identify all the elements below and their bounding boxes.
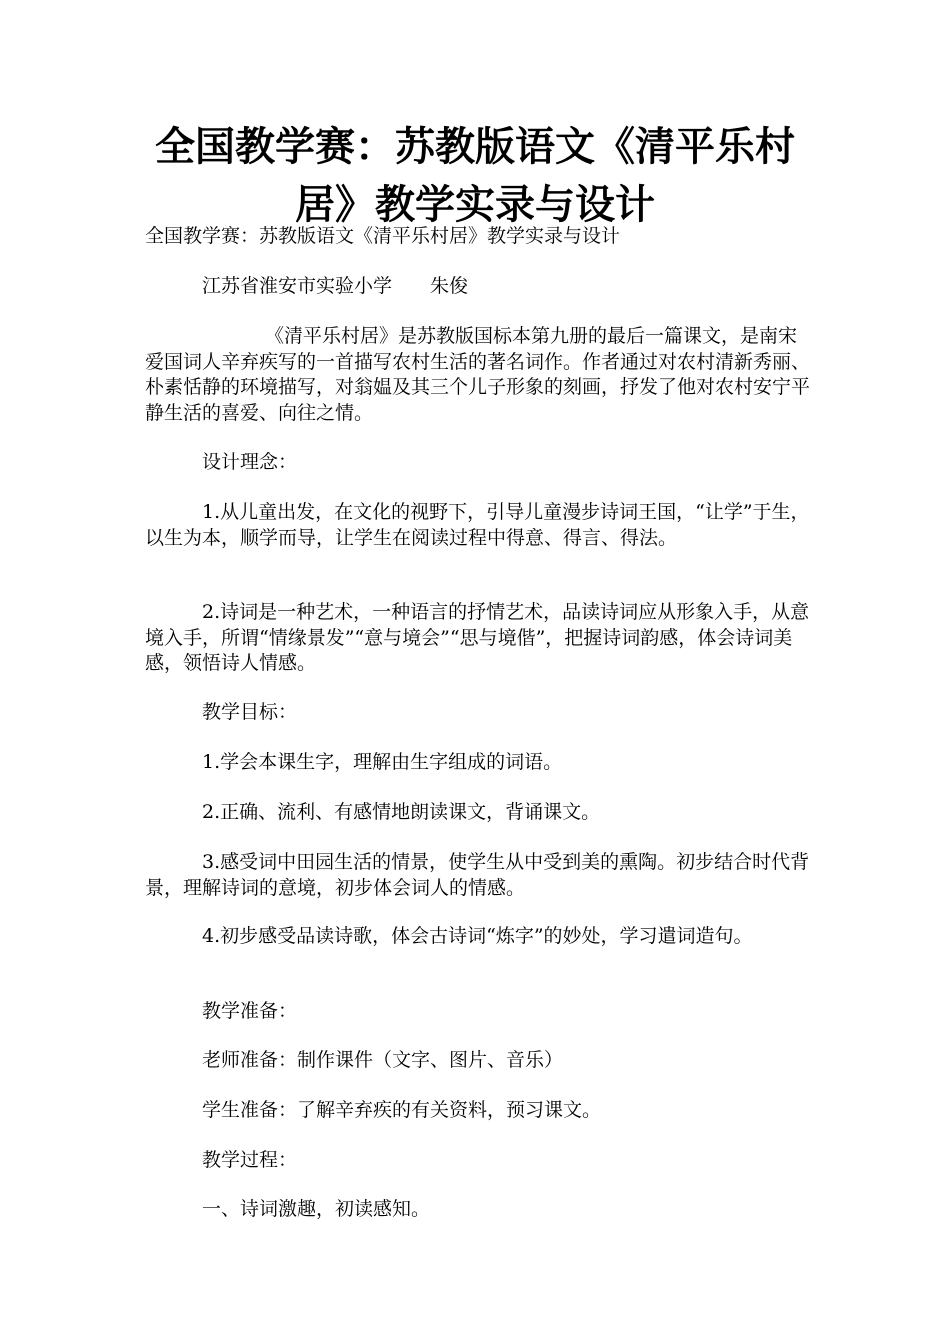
goal-3: 3.感受词中田园生活的情景，使学生从中受到美的熏陶。初步结合时代背景，理解诗词的意境，初步体会词人的情感。 <box>145 851 810 899</box>
author-line: 江苏省淮安市实验小学 朱俊 <box>202 275 469 297</box>
prep-heading: 教学准备： <box>202 1000 298 1022</box>
design-point-1: 1.从儿童出发，在文化的视野下，引导儿童漫步诗词王国，“让学”于生，以生为本，顺学而导，让学生在阅读过程中得意、得言、得法。 <box>145 501 810 549</box>
intro-paragraph: 《清平乐村居》是苏教版国标本第九册的最后一篇课文，是南宋爱国词人辛弃疾写的一首描写农村生活的著名词作。作者通过对农村清新秀丽、朴素恬静的环境描写，对翁媪及其三个儿子形象的刻画，抒发了他对农村安宁平静生活的喜爱、向往之情。 <box>145 325 811 424</box>
prep-student: 学生准备：了解辛弃疾的有关资料，预习课文。 <box>202 1099 602 1121</box>
process-heading: 教学过程： <box>202 1149 298 1171</box>
document-title: 全国教学赛：苏教版语文《清平乐村居》教学实录与设计 <box>155 124 795 228</box>
goal-2: 2.正确、流利、有感情地朗读课文，背诵课文。 <box>202 801 601 823</box>
goals-heading: 教学目标： <box>202 701 298 723</box>
goal-1: 1.学会本课生字，理解由生字组成的词语。 <box>202 751 563 773</box>
prep-teacher: 老师准备：制作课件（文字、图片、音乐） <box>202 1049 564 1071</box>
document-subtitle: 全国教学赛：苏教版语文《清平乐村居》教学实录与设计 <box>145 225 621 247</box>
design-heading: 设计理念： <box>202 451 298 473</box>
goal-4: 4.初步感受品读诗歌，体会古诗词“炼字”的妙处，学习遣词造句。 <box>202 925 753 947</box>
design-point-2: 2.诗词是一种艺术，一种语言的抒情艺术，品读诗词应从形象入手，从意境入手，所谓“情缘景发”“意与境会”“思与境偕”，把握诗词韵感，体会诗词美感，领悟诗人情感。 <box>145 601 810 674</box>
process-step-1: 一、诗词激趣，初读感知。 <box>202 1198 431 1220</box>
